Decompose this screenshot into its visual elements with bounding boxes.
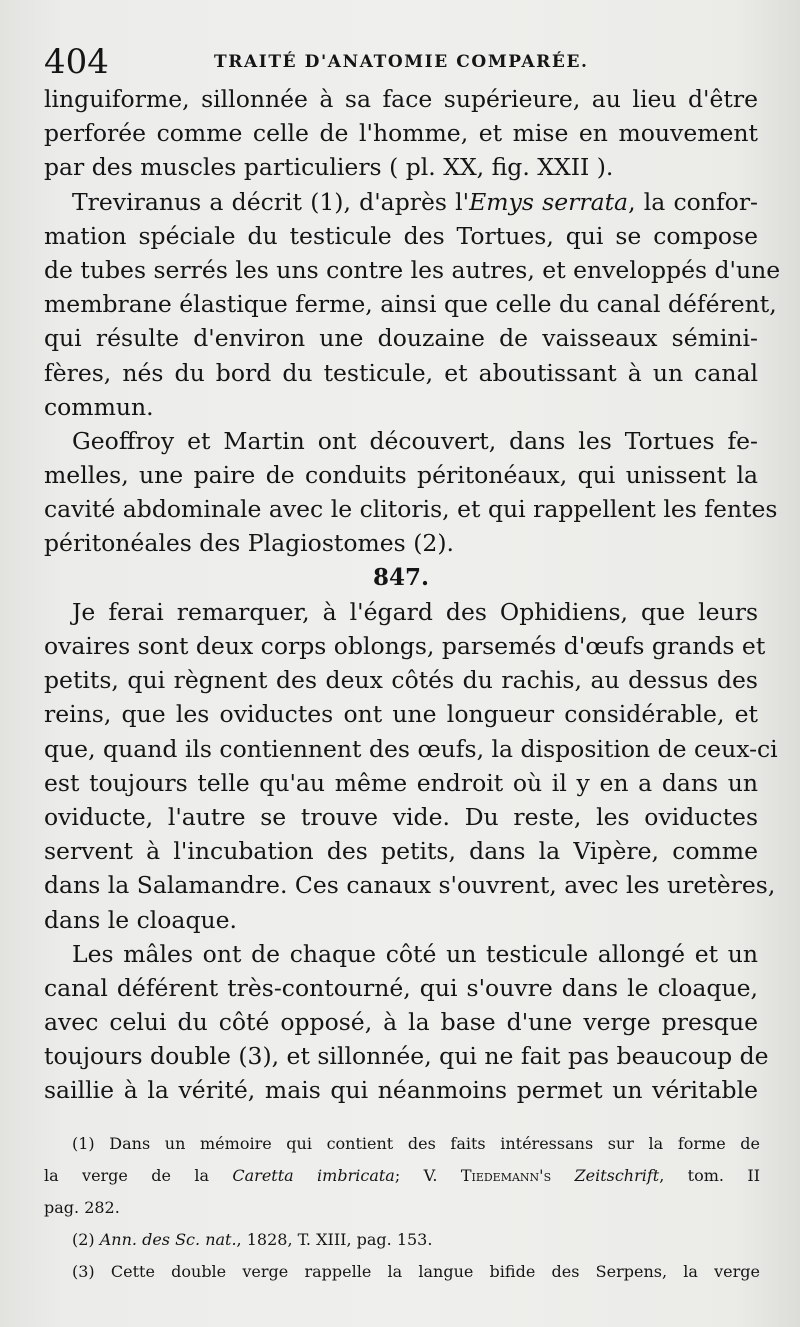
text-line: petits, qui règnent des deux côtés du rachis, au dessus des — [44, 666, 758, 695]
text-line: melles, une paire de conduits péritonéaux, qui unissent la — [44, 461, 758, 490]
species-name: Caretta imbricata — [232, 1166, 395, 1185]
text-line: commun. — [44, 392, 154, 421]
journal-title: Ann. des Sc. nat. — [99, 1230, 237, 1249]
text-line: dans le cloaque. — [44, 905, 238, 934]
text-line: que, quand ils contiennent des œufs, la disposition de ceux-ci — [44, 734, 778, 763]
text-line: perforée comme celle de l'homme, et mise en mouvement — [44, 119, 758, 148]
text-line: membrane élastique ferme, ainsi que celle du canal déférent, — [44, 290, 777, 319]
species-name: Emys serrata — [469, 187, 629, 216]
text-line: avec celui du côté opposé, à la base d'une verge presque — [44, 1008, 758, 1037]
footnote-2 — [44, 1224, 760, 1256]
text-line: servent à l'incubation des petits, dans la Vipère, comme — [44, 837, 758, 866]
text-fragment: Treviranus a décrit (1), d'après l' — [72, 187, 470, 216]
text-line: oviducte, l'autre se trouve vide. Du reste, les oviductes — [44, 802, 758, 831]
text-line: fères, nés du bord du testicule, et aboutissant à un canal — [44, 358, 758, 387]
text-line: de tubes serrés les uns contre les autres, et enveloppés d'une — [44, 255, 781, 284]
text-line: toujours double (3), et sillonnée, qui ne fait pas beaucoup de — [44, 1042, 769, 1071]
text-fragment: ; V. — [394, 1166, 461, 1185]
text-line: ovaires sont deux corps oblongs, parsemés d'œufs grands et — [44, 632, 766, 660]
text-line: canal déférent très-contourné, qui s'ouvre dans le cloaque, — [44, 973, 758, 1002]
footnotes — [44, 1128, 760, 1288]
text-line: mation spéciale du testicule des Tortues, qui se compose — [44, 221, 758, 250]
text-line: est toujours telle qu'au même endroit où il y en a dans un — [44, 768, 758, 797]
footnote-marker: (2) — [72, 1230, 100, 1249]
text-fragment: , tom. II — [659, 1166, 761, 1185]
text-line: reins, que les oviductes ont une longueur considérable, et — [44, 700, 758, 729]
text-fragment: , la confor- — [628, 187, 758, 216]
footnote-1-line: (1) Dans un mémoire qui contient des faits intéressans sur la forme de — [72, 1134, 760, 1153]
text-line: par des muscles particuliers ( pl. XX, fig. XXII ). — [44, 153, 614, 182]
text-line: péritonéales des Plagiostomes (2). — [44, 529, 454, 558]
journal-title: Zeitschrift — [574, 1166, 660, 1185]
running-title: TRAITÉ D'ANATOMIE COMPARÉE. — [214, 52, 589, 72]
footnote-1-line: pag. 282. — [44, 1198, 120, 1217]
text-line: linguiforme, sillonnée à sa face supérieure, au lieu d'être — [44, 85, 758, 113]
body-text — [44, 82, 781, 1108]
paragraph-start-line — [44, 185, 758, 219]
text-fragment: la verge de la — [44, 1166, 233, 1185]
footnote-1-line — [44, 1160, 760, 1192]
text-line: qui résulte d'environ une douzaine de vaisseaux sémini- — [44, 324, 758, 353]
paragraph-start-line: Je ferai remarquer, à l'égard des Ophidiens, que leurs — [72, 597, 758, 626]
text-fragment: , 1828, T. XIII, pag. 153. — [236, 1230, 433, 1249]
page-number: 404 — [44, 42, 109, 82]
paragraph-start-line: Les mâles ont de chaque côté un testicule allongé et un — [72, 939, 758, 968]
section-number: 847. — [372, 563, 430, 591]
page-header — [44, 40, 758, 84]
text-line: cavité abdominale avec le clitoris, et qui rappellent les fentes — [44, 495, 778, 524]
author-name: Tiedemann's — [460, 1166, 552, 1185]
footnote-3-line: (3) Cette double verge rappelle la langue bifide des Serpens, la verge — [72, 1262, 760, 1281]
text-line: dans la Salamandre. Ces canaux s'ouvrent, avec les uretères, — [44, 871, 776, 900]
paragraph-start-line: Geoffroy et Martin ont découvert, dans les Tortues fe- — [72, 426, 758, 455]
text-line: saillie à la vérité, mais qui néanmoins permet un véritable — [44, 1076, 758, 1105]
